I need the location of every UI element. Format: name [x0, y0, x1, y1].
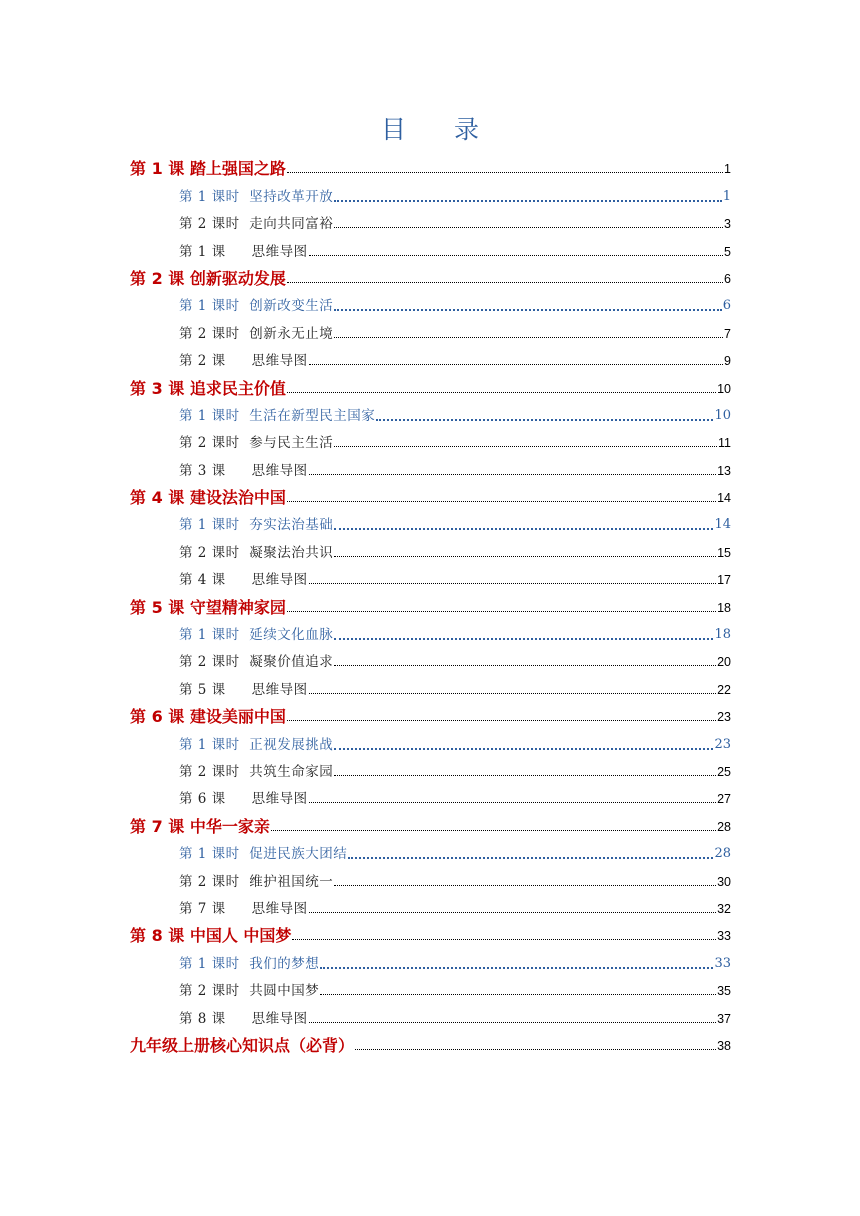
toc-sub-title: [179, 789, 309, 809]
dot-leader: [309, 802, 716, 803]
toc-sub-entry[interactable]: [130, 946, 731, 973]
toc-page-number: 20: [717, 655, 731, 670]
dot-leader: [334, 200, 721, 202]
toc-sub-title: [179, 680, 309, 700]
toc-page-number: 28: [714, 846, 731, 862]
label-gap: [240, 764, 250, 780]
toc-sub-prefix: 第 8 课: [179, 1010, 226, 1027]
toc-sub-text: 思维导图: [251, 900, 308, 917]
toc-sub-title: [179, 543, 334, 563]
toc-sub-entry[interactable]: [130, 618, 731, 645]
toc-page-number: 7: [724, 326, 731, 341]
toc-lesson-entry[interactable]: [130, 262, 731, 289]
toc-sub-prefix: 第 1 课时: [179, 736, 240, 753]
toc-sub-entry[interactable]: [130, 974, 731, 1001]
toc-page-number: 22: [717, 682, 731, 697]
toc-sub-title: [179, 872, 334, 892]
toc-sub-text: 生活在新型民主国家: [249, 407, 376, 424]
toc-sub-title: [179, 324, 334, 344]
toc-sub-prefix: 第 2 课: [179, 353, 226, 370]
toc-page-number: 14: [717, 491, 731, 506]
toc-sub-title: [179, 570, 309, 590]
toc-sub-text: 参与民主生活: [249, 435, 334, 452]
toc-sub-prefix: 第 1 课时: [179, 846, 240, 863]
toc-sub-entry[interactable]: [130, 289, 731, 316]
toc-mindmap-entry[interactable]: [130, 1001, 731, 1028]
toc-sub-prefix: 第 2 课时: [179, 216, 240, 233]
toc-page-number: 33: [717, 929, 731, 944]
toc-page-number: 18: [714, 627, 731, 643]
toc-page-number: 5: [724, 244, 731, 259]
toc-sub-entry[interactable]: [130, 207, 731, 234]
toc-lesson-title: 第 7 课 中华一家亲: [130, 816, 270, 836]
toc-sub-title: [179, 214, 334, 234]
toc-sub-title: [179, 954, 320, 974]
label-gap: [240, 326, 250, 342]
toc-sub-text: 坚持改革开放: [249, 188, 334, 205]
dot-leader: [287, 172, 723, 173]
dot-leader: [334, 775, 716, 776]
toc-sub-text: 共圆中国梦: [249, 983, 320, 1000]
toc-sub-text: 创新改变生活: [249, 298, 334, 315]
toc-mindmap-entry[interactable]: [130, 672, 731, 699]
dot-leader: [287, 282, 723, 283]
toc-sub-prefix: 第 4 课: [179, 572, 226, 589]
toc-sub-title: [179, 625, 334, 645]
toc-page-number: 32: [717, 901, 731, 916]
dot-leader: [309, 583, 716, 584]
dot-leader: [334, 309, 721, 311]
toc-page-number: 13: [717, 463, 731, 478]
toc-lesson-title: 第 1 课 踏上强国之路: [130, 159, 286, 179]
toc-sub-entry[interactable]: [130, 316, 731, 343]
dot-leader: [309, 693, 716, 694]
dot-leader: [287, 501, 716, 502]
label-gap: [240, 545, 250, 561]
toc-page-number: 18: [717, 600, 731, 615]
label-gap: [240, 298, 250, 314]
toc-lesson-entry[interactable]: [130, 152, 731, 179]
toc-sub-title: [179, 981, 320, 1001]
toc-lesson-title: 第 4 课 建设法治中国: [130, 488, 286, 508]
toc-sub-entry[interactable]: [130, 645, 731, 672]
dot-leader: [287, 392, 716, 393]
toc-sub-text: 思维导图: [251, 243, 308, 260]
dot-leader: [320, 994, 716, 995]
dot-leader: [292, 939, 716, 940]
label-gap: [240, 874, 250, 890]
dot-leader: [334, 446, 717, 447]
toc-sub-prefix: 第 2 课时: [179, 325, 240, 342]
label-gap: [240, 627, 250, 643]
toc-sub-text: 走向共同富裕: [249, 216, 334, 233]
toc-sub-text: 思维导图: [251, 353, 308, 370]
toc-sub-prefix: 第 1 课时: [179, 298, 240, 315]
toc-mindmap-entry[interactable]: [130, 453, 731, 480]
toc-sub-entry[interactable]: [130, 535, 731, 562]
dot-leader: [334, 748, 713, 750]
toc-lesson-entry[interactable]: [130, 590, 731, 617]
toc-page-number: 25: [717, 764, 731, 779]
toc-sub-entry[interactable]: [130, 755, 731, 782]
toc-mindmap-entry[interactable]: [130, 344, 731, 371]
toc-page-number: 9: [724, 354, 731, 369]
dot-leader: [287, 611, 716, 612]
label-gap: [240, 983, 250, 999]
toc-sub-prefix: 第 1 课时: [179, 517, 240, 534]
label-gap: [240, 846, 250, 862]
toc-lesson-entry[interactable]: [130, 809, 731, 836]
toc-sub-title: [179, 844, 348, 864]
toc-page-number: 11: [718, 436, 731, 451]
label-gap: [240, 435, 250, 451]
toc-lesson-entry[interactable]: [130, 919, 731, 946]
toc-sub-prefix: 第 2 课时: [179, 873, 240, 890]
toc-page-number: 28: [717, 819, 731, 834]
toc-sub-prefix: 第 6 课: [179, 791, 226, 808]
toc-sub-prefix: 第 1 课时: [179, 188, 240, 205]
label-gap: [240, 654, 250, 670]
dot-leader: [334, 885, 716, 886]
dot-leader: [309, 474, 716, 475]
toc-sub-prefix: 第 1 课时: [179, 627, 240, 644]
toc-sub-entry[interactable]: [130, 399, 731, 426]
toc-page-number: 23: [714, 736, 731, 752]
dot-leader: [334, 337, 723, 338]
toc-mindmap-entry[interactable]: [130, 892, 731, 919]
toc-page-number: 33: [714, 955, 731, 971]
label-gap: [240, 737, 250, 753]
label-gap: [240, 408, 250, 424]
toc-page-number: 6: [724, 271, 731, 286]
toc-page-number: 3: [724, 217, 731, 232]
label-gap: [240, 189, 250, 205]
dot-leader: [309, 255, 723, 256]
toc-sub-title: [179, 296, 334, 316]
toc-sub-title: [179, 242, 309, 262]
toc-sub-title: [179, 735, 334, 755]
toc-page-number: 30: [717, 874, 731, 889]
toc-appendix-entry[interactable]: [130, 1029, 731, 1056]
dot-leader: [320, 967, 713, 969]
toc-sub-text: 思维导图: [251, 462, 308, 479]
dot-leader: [355, 1049, 716, 1050]
toc-lesson-title: 第 3 课 追求民主价值: [130, 378, 286, 398]
toc-page-number: 10: [714, 407, 731, 423]
toc-sub-text: 凝聚法治共识: [249, 544, 334, 561]
dot-leader: [271, 830, 716, 831]
toc-page-number: 1: [722, 188, 731, 204]
toc-sub-title: [179, 433, 334, 453]
toc-lesson-title: 第 6 课 建设美丽中国: [130, 707, 286, 727]
dot-leader: [309, 1022, 716, 1023]
toc-lesson-title: 第 8 课 中国人 中国梦: [130, 926, 292, 946]
toc-sub-entry[interactable]: [130, 837, 731, 864]
toc-sub-text: 创新永无止境: [249, 325, 334, 342]
toc-mindmap-entry[interactable]: [130, 563, 731, 590]
toc-page-number: 15: [717, 545, 731, 560]
toc-sub-title: [179, 762, 334, 782]
toc-page-number: 37: [717, 1011, 731, 1026]
toc-sub-text: 正视发展挑战: [249, 736, 334, 753]
toc-sub-entry[interactable]: [130, 727, 731, 754]
toc-sub-entry[interactable]: [130, 179, 731, 206]
toc-sub-text: 共筑生命家园: [249, 763, 334, 780]
toc-sub-prefix: 第 1 课: [179, 243, 226, 260]
toc-sub-text: 维护祖国统一: [249, 873, 334, 890]
label-gap: [240, 216, 250, 232]
dot-leader: [309, 912, 716, 913]
toc-lesson-entry[interactable]: [130, 700, 731, 727]
toc-sub-text: 思维导图: [251, 1010, 308, 1027]
dot-leader: [334, 638, 713, 640]
dot-leader: [334, 227, 723, 228]
toc-sub-title: [179, 1009, 309, 1029]
toc-sub-prefix: 第 2 课时: [179, 763, 240, 780]
toc-page-number: 1: [724, 162, 731, 177]
toc-page-number: 38: [717, 1038, 731, 1053]
toc-sub-text: 思维导图: [251, 681, 308, 698]
toc-sub-prefix: 第 2 课时: [179, 654, 240, 671]
toc-sub-prefix: 第 2 课时: [179, 983, 240, 1000]
toc-sub-entry[interactable]: [130, 508, 731, 535]
toc-sub-prefix: 第 2 课时: [179, 544, 240, 561]
toc-mindmap-entry[interactable]: [130, 782, 731, 809]
toc-page-number: 27: [717, 792, 731, 807]
table-of-contents: [130, 152, 731, 1056]
toc-sub-text: 凝聚价值追求: [249, 654, 334, 671]
toc-sub-text: 促进民族大团结: [249, 846, 348, 863]
toc-page-number: 17: [717, 573, 731, 588]
toc-lesson-title: 第 5 课 守望精神家园: [130, 597, 286, 617]
toc-sub-prefix: 第 7 课: [179, 900, 226, 917]
toc-sub-prefix: 第 1 课时: [179, 955, 240, 972]
toc-sub-text: 我们的梦想: [249, 955, 320, 972]
toc-sub-title: [179, 515, 334, 535]
toc-sub-text: 夯实法治基础: [249, 517, 334, 534]
toc-sub-title: [179, 461, 309, 481]
toc-sub-entry[interactable]: [130, 864, 731, 891]
toc-sub-title: [179, 406, 376, 426]
toc-page-number: 14: [714, 517, 731, 533]
toc-page-number: 10: [717, 381, 731, 396]
toc-lesson-title: 第 2 课 创新驱动发展: [130, 268, 286, 288]
toc-sub-text: 延续文化血脉: [249, 627, 334, 644]
label-gap: [240, 517, 250, 533]
toc-sub-title: [179, 899, 309, 919]
toc-sub-text: 思维导图: [251, 791, 308, 808]
dot-leader: [348, 857, 713, 859]
dot-leader: [309, 364, 723, 365]
toc-sub-title: [179, 187, 334, 207]
toc-lesson-entry[interactable]: [130, 481, 731, 508]
toc-sub-prefix: 第 5 课: [179, 681, 226, 698]
dot-leader: [334, 528, 713, 530]
toc-sub-title: [179, 652, 334, 672]
toc-sub-prefix: 第 2 课时: [179, 435, 240, 452]
toc-mindmap-entry[interactable]: [130, 234, 731, 261]
dot-leader: [334, 665, 716, 666]
dot-leader: [376, 419, 713, 421]
toc-sub-entry[interactable]: [130, 426, 731, 453]
toc-sub-title: [179, 351, 309, 371]
toc-page-number: 35: [717, 984, 731, 999]
toc-sub-text: 思维导图: [251, 572, 308, 589]
dot-leader: [334, 556, 716, 557]
toc-sub-prefix: 第 1 课时: [179, 407, 240, 424]
dot-leader: [287, 720, 716, 721]
toc-sub-prefix: 第 3 课: [179, 462, 226, 479]
toc-lesson-entry[interactable]: [130, 371, 731, 398]
toc-page-number: 6: [722, 298, 731, 314]
label-gap: [240, 956, 250, 972]
toc-page-number: 23: [717, 710, 731, 725]
page-title: 目 录: [381, 115, 499, 144]
toc-appendix-title: 九年级上册核心知识点（必背）: [130, 1035, 355, 1055]
